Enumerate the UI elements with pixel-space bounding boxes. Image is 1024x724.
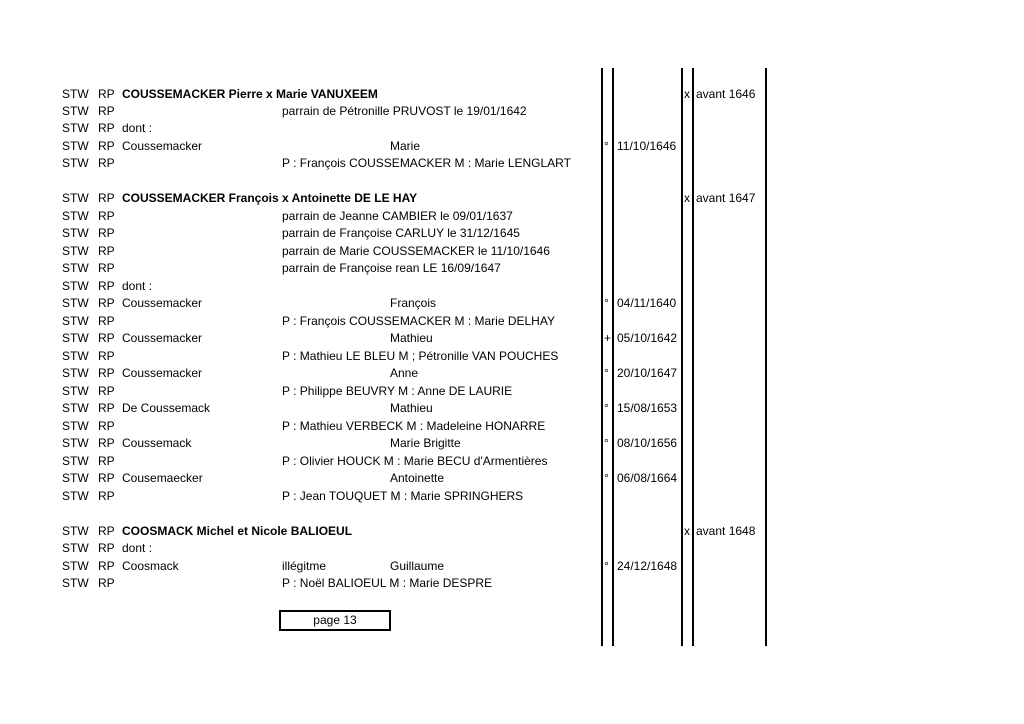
record-given-name: Anne <box>390 366 419 380</box>
record-date: 08/10/1656 <box>617 436 678 450</box>
record-note: P : Philippe BEUVRY M : Anne DE LAURIE <box>282 384 513 398</box>
record-note: P : Olivier HOUCK M : Marie BECU d'Armentières <box>282 454 548 468</box>
record-source: STW <box>62 121 89 135</box>
record-event-symbol: ° <box>604 436 609 450</box>
record-name: Coussemacker <box>122 331 203 345</box>
record-source: STW <box>62 314 89 328</box>
record-source: STW <box>62 524 89 538</box>
record-type: RP <box>98 121 115 135</box>
record-type: RP <box>98 331 115 345</box>
record-source: STW <box>62 156 89 170</box>
record-type: RP <box>98 384 115 398</box>
record-row <box>0 400 1024 417</box>
record-name: dont : <box>122 121 153 135</box>
record-row <box>0 120 1024 137</box>
record-source: STW <box>62 541 89 555</box>
record-source: STW <box>62 226 89 240</box>
page-number-box <box>279 610 391 631</box>
record-type: RP <box>98 87 115 101</box>
record-name: Coussemacker <box>122 296 203 310</box>
record-type: RP <box>98 349 115 363</box>
record-row <box>0 295 1024 312</box>
record-source: STW <box>62 576 89 590</box>
record-row <box>0 523 1024 540</box>
record-row <box>0 243 1024 260</box>
record-note: parrain de Pétronille PRUVOST le 19/01/1642 <box>282 104 527 118</box>
page-number: page 13 <box>313 613 357 627</box>
record-date: 24/12/1648 <box>617 559 678 573</box>
record-row <box>0 558 1024 575</box>
record-row <box>0 330 1024 347</box>
record-type: RP <box>98 296 115 310</box>
record-note: P : Jean TOUQUET M : Marie SPRINGHERS <box>282 489 524 503</box>
record-given-name: Antoinette <box>390 471 445 485</box>
record-date: 11/10/1646 <box>617 139 677 153</box>
record-row <box>0 435 1024 452</box>
record-row <box>0 540 1024 557</box>
record-event-symbol: ° <box>604 366 609 380</box>
record-source: STW <box>62 559 89 573</box>
record-source: STW <box>62 471 89 485</box>
marriage-mark: x <box>684 524 690 538</box>
record-given-name: François <box>390 296 437 310</box>
record-source: STW <box>62 401 89 415</box>
record-type: RP <box>98 314 115 328</box>
record-note: parrain de Marie COUSSEMACKER le 11/10/1646 <box>282 244 550 258</box>
marriage-date: avant 1646 <box>696 87 756 101</box>
record-source: STW <box>62 331 89 345</box>
record-source: STW <box>62 209 89 223</box>
record-note: parrain de Françoise CARLUY le 31/12/1645 <box>282 226 520 240</box>
record-source: STW <box>62 419 89 433</box>
record-type: RP <box>98 489 115 503</box>
record-row <box>0 103 1024 120</box>
record-note: P : Mathieu LE BLEU M ; Pétronille VAN POUCHES <box>282 349 559 363</box>
record-source: STW <box>62 104 89 118</box>
record-name: Coussemack <box>122 436 192 450</box>
record-event-symbol: ° <box>604 471 609 485</box>
record-row <box>0 225 1024 242</box>
record-type: RP <box>98 454 115 468</box>
record-type: RP <box>98 401 115 415</box>
record-event-symbol: ° <box>604 401 609 415</box>
record-source: STW <box>62 279 89 293</box>
record-row <box>0 278 1024 295</box>
record-row <box>0 260 1024 277</box>
record-name: dont : <box>122 541 153 555</box>
record-row <box>0 365 1024 382</box>
record-note: P : Mathieu VERBECK M : Madeleine HONARRE <box>282 419 546 433</box>
record-type: RP <box>98 139 115 153</box>
record-name: De Coussemack <box>122 401 211 415</box>
record-note: illégitme <box>282 559 327 573</box>
record-row <box>0 470 1024 487</box>
record-row <box>0 575 1024 592</box>
record-date: 04/11/1640 <box>617 296 677 310</box>
record-source: STW <box>62 139 89 153</box>
record-date: 20/10/1647 <box>617 366 678 380</box>
record-name: dont : <box>122 279 153 293</box>
record-name: COOSMACK Michel et Nicole BALIOEUL <box>122 524 353 538</box>
record-type: RP <box>98 541 115 555</box>
record-source: STW <box>62 454 89 468</box>
record-event-symbol: ° <box>604 296 609 310</box>
record-source: STW <box>62 366 89 380</box>
record-type: RP <box>98 226 115 240</box>
record-type: RP <box>98 209 115 223</box>
record-row <box>0 86 1024 103</box>
record-date: 15/08/1653 <box>617 401 678 415</box>
record-type: RP <box>98 576 115 590</box>
record-given-name: Mathieu <box>390 401 433 415</box>
record-type: RP <box>98 471 115 485</box>
record-name: Cousemaecker <box>122 471 203 485</box>
record-given-name: Guillaume <box>390 559 445 573</box>
record-given-name: Marie Brigitte <box>390 436 461 450</box>
record-type: RP <box>98 191 115 205</box>
record-source: STW <box>62 349 89 363</box>
record-type: RP <box>98 104 115 118</box>
record-type: RP <box>98 244 115 258</box>
record-row <box>0 313 1024 330</box>
record-source: STW <box>62 384 89 398</box>
record-given-name: Marie <box>390 139 421 153</box>
record-source: STW <box>62 261 89 275</box>
record-row <box>0 453 1024 470</box>
record-type: RP <box>98 366 115 380</box>
record-note: P : François COUSSEMACKER M : Marie DELHAY <box>282 314 555 328</box>
record-type: RP <box>98 419 115 433</box>
record-name: COUSSEMACKER Pierre x Marie VANUXEEM <box>122 87 378 101</box>
record-source: STW <box>62 436 89 450</box>
record-note: parrain de Françoise rean LE 16/09/1647 <box>282 261 501 275</box>
record-given-name: Mathieu <box>390 331 433 345</box>
record-name: Coussemacker <box>122 366 203 380</box>
record-name: Coussemacker <box>122 139 203 153</box>
marriage-date: avant 1648 <box>696 524 756 538</box>
record-row <box>0 190 1024 207</box>
record-type: RP <box>98 279 115 293</box>
record-event-symbol: ° <box>604 559 609 573</box>
record-type: RP <box>98 261 115 275</box>
marriage-date: avant 1647 <box>696 191 756 205</box>
record-row <box>0 488 1024 505</box>
record-name: COUSSEMACKER François x Antoinette DE LE HAY <box>122 191 418 205</box>
marriage-mark: x <box>684 87 690 101</box>
record-row <box>0 155 1024 172</box>
record-event-symbol: ° <box>604 139 609 153</box>
record-source: STW <box>62 191 89 205</box>
record-type: RP <box>98 524 115 538</box>
record-source: STW <box>62 489 89 503</box>
record-type: RP <box>98 559 115 573</box>
marriage-mark: x <box>684 191 690 205</box>
record-source: STW <box>62 244 89 258</box>
record-note: P : Noël BALIOEUL M : Marie DESPRE <box>282 576 493 590</box>
record-event-symbol: + <box>604 331 612 345</box>
record-source: STW <box>62 296 89 310</box>
record-type: RP <box>98 156 115 170</box>
record-row <box>0 208 1024 225</box>
record-source: STW <box>62 87 89 101</box>
record-row <box>0 418 1024 435</box>
record-type: RP <box>98 436 115 450</box>
record-date: 05/10/1642 <box>617 331 678 345</box>
record-note: P : François COUSSEMACKER M : Marie LENGLART <box>282 156 571 170</box>
record-date: 06/08/1664 <box>617 471 678 485</box>
record-row <box>0 383 1024 400</box>
record-note: parrain de Jeanne CAMBIER le 09/01/1637 <box>282 209 513 223</box>
record-row <box>0 348 1024 365</box>
record-row <box>0 138 1024 155</box>
record-name: Coosmack <box>122 559 179 573</box>
